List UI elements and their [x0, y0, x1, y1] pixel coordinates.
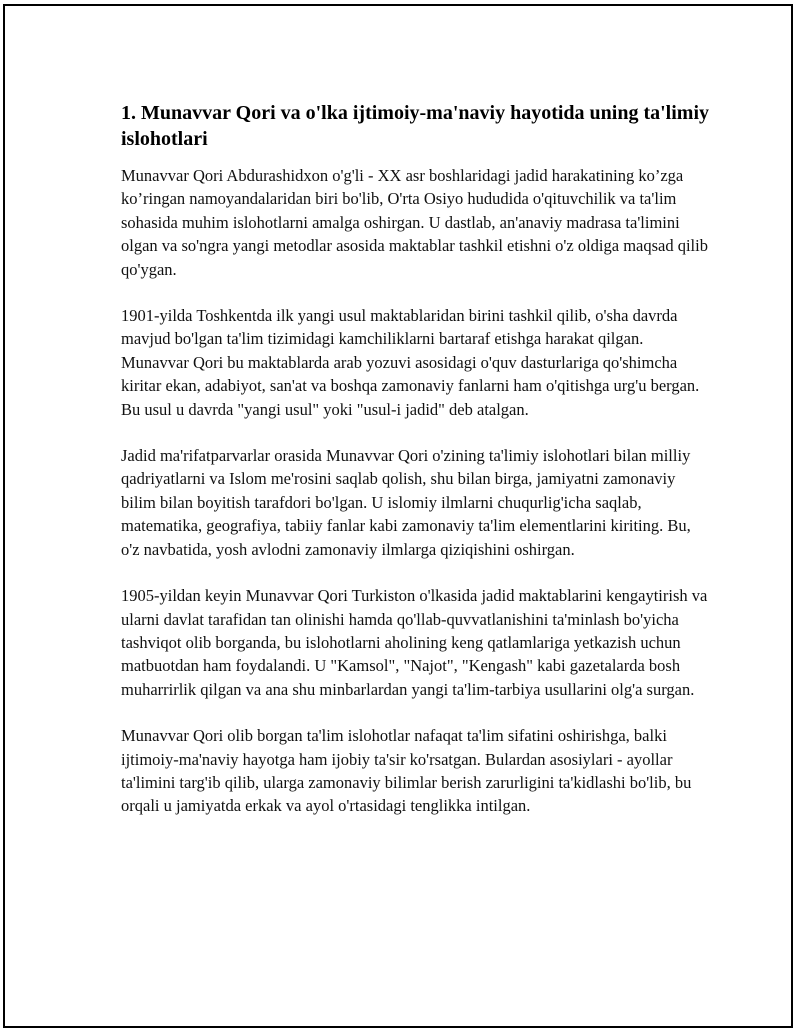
document-body	[121, 100, 711, 841]
paragraph-4: 1905-yildan keyin Munavvar Qori Turkiston o'lkasida jadid maktablarini kengaytirish va ularni davlat tarafidan tan olinishi hamda qo'llab-quvvatlanishini ta'minlash bo'yicha tashviqot olib borganda, bu islohotlarni aholining keng qatlamlariga yetkazish uchun matbuotdan ham foydalandi. U "Kamsol", "Najot", "Kengash" kabi gazetalarda bosh muharrirlik qilgan va ana shu minbarlardan yangi ta'lim-tarbiya usullarini olg'a surgan.	[121, 586, 708, 699]
paragraph-3: Jadid ma'rifatparvarlar orasida Munavvar Qori o'zining ta'limiy islohotlari bilan milliy qadriyatlarni va Islom me'rosini saqlab qolish, shu bilan birga, jamiyatni zamonaviy bilim bilan boyitish tarafdori bo'lgan. U islomiy ilmlarni chuqurlig'icha saqlab, matematika, geografiya, tabiiy fanlar kabi zamonaviy ta'lim elementlarini kiriting. Bu, o'z navbatida, yosh avlodni zamonaviy ilmlarga qiziqishini oshirgan.	[121, 446, 691, 559]
paragraph-1: Munavvar Qori Abdurashidxon o'g'li - XX asr boshlaridagi jadid harakatining ko’zga ko’ringan namoyandalaridan biri bo'lib, O'rta Osiyo hududida o'qituvchilik va ta'lim sohasida muhim islohotlarni amalga oshirgan. U dastlab, an'anaviy madrasa ta'limini olgan va so'ngra yangi metodlar asosida maktablar tashkil etishni o'z oldiga maqsad qilib qo'ygan.	[121, 166, 708, 279]
section-heading: 1. Munavvar Qori va o'lka ijtimoiy-ma'naviy hayotida uning ta'limiy islohotlari	[121, 102, 710, 150]
page-frame	[3, 4, 793, 1028]
paragraph-5: Munavvar Qori olib borgan ta'lim islohotlar nafaqat ta'lim sifatini oshirishga, balki ijtimoiy-ma'naviy hayotga ham ijobiy ta'sir ko'rsatgan. Bulardan asosiylari - ayollar ta'limini targ'ib qilib, ularga zamonaviy bilimlar berish zarurligini ta'kidlashi bo'lib, bu orqali u jamiyatda erkak va ayol o'rtasidagi tenglikka intilgan.	[121, 726, 692, 816]
paragraph-2: 1901-yilda Toshkentda ilk yangi usul maktablaridan birini tashkil qilib, o'sha davrda mavjud bo'lgan ta'lim tizimidagi kamchiliklarni bartaraf etishga harakat qilgan. Munavvar Qori bu maktablarda arab yozuvi asosidagi o'quv dasturlariga qo'shimcha kiritar ekan, adabiyot, san'at va boshqa zamonaviy fanlarni ham o'qitishga urg'u bergan. Bu usul u davrda "yangi usul" yoki "usul-i jadid" deb atalgan.	[121, 306, 700, 419]
